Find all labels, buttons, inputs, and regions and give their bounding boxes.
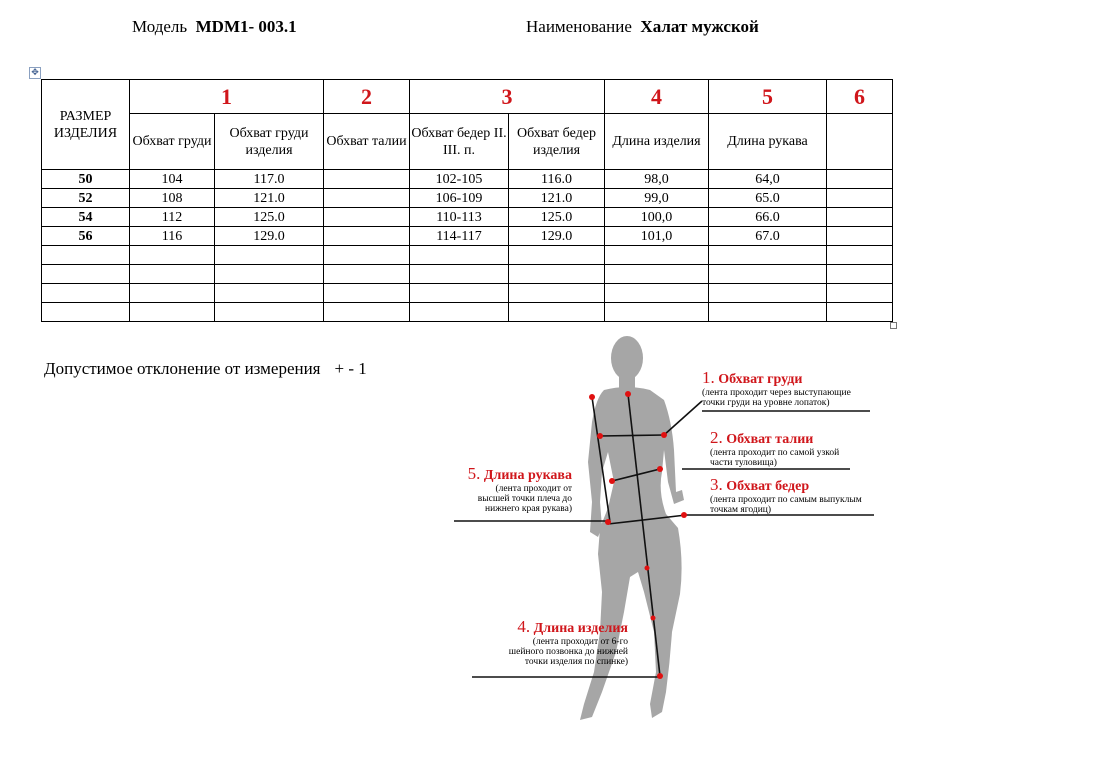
table-cell <box>827 303 893 322</box>
table-cell <box>215 284 324 303</box>
table-cell <box>509 303 605 322</box>
table-cell <box>130 284 215 303</box>
table-cell <box>324 303 410 322</box>
empty-table-row <box>42 265 893 284</box>
table-row <box>42 189 893 208</box>
table-cell <box>324 189 410 208</box>
size-cell: 52 <box>42 189 130 208</box>
table-cell <box>509 284 605 303</box>
table-cell: 104 <box>130 170 215 189</box>
table-cell <box>509 246 605 265</box>
table-cell <box>605 265 709 284</box>
table-cell: 125.0 <box>215 208 324 227</box>
table-cell: 101,0 <box>605 227 709 246</box>
table-cell <box>709 246 827 265</box>
table-cell: 65.0 <box>709 189 827 208</box>
table-cell: 98,0 <box>605 170 709 189</box>
size-header-cell: РАЗМЕР ИЗДЕЛИЯ <box>42 80 130 170</box>
table-cell <box>130 303 215 322</box>
table-row <box>42 208 893 227</box>
chest-line <box>600 435 664 436</box>
annotation-length: 4. Длина изделия (лента проходит от 6-го шейного позвонка до нижней точки изделия по спинке) <box>508 617 628 667</box>
table-row <box>42 227 893 246</box>
resize-handle-icon[interactable] <box>890 322 897 329</box>
table-cell: 116.0 <box>509 170 605 189</box>
annotation-hips: 3. Обхват бедер (лента проходит по самым выпуклым точкам ягодиц) <box>710 475 862 515</box>
table-group-header-row <box>42 80 893 114</box>
tolerance-line <box>44 359 367 379</box>
empty-table-row <box>42 303 893 322</box>
table-cell: 67.0 <box>709 227 827 246</box>
group-number: 4 <box>605 80 709 114</box>
table-cell: 64,0 <box>709 170 827 189</box>
table-cell <box>509 265 605 284</box>
model-line <box>132 17 297 37</box>
table-cell: 121.0 <box>215 189 324 208</box>
size-table <box>41 79 893 322</box>
table-cell <box>42 265 130 284</box>
table-cell: 102-105 <box>410 170 509 189</box>
column-header <box>410 114 509 170</box>
annotation-chest: 1. Обхват груди (лента проходит через выступающие точки груди на уровне лопаток) <box>702 368 851 408</box>
table-cell <box>827 246 893 265</box>
size-cell: 56 <box>42 227 130 246</box>
table-cell <box>410 246 509 265</box>
measurement-diagram <box>452 332 892 732</box>
column-header: Обхват груди изделия <box>215 114 324 170</box>
table-cell <box>42 303 130 322</box>
table-cell <box>827 265 893 284</box>
table-cell <box>709 303 827 322</box>
table-cell <box>605 303 709 322</box>
table-cell <box>827 170 893 189</box>
table-cell <box>215 303 324 322</box>
table-cell: 112 <box>130 208 215 227</box>
table-cell: 100,0 <box>605 208 709 227</box>
table-cell <box>827 208 893 227</box>
column-header: Обхват бедер изделия <box>509 114 605 170</box>
table-cell <box>42 284 130 303</box>
table-cell <box>42 246 130 265</box>
model-label: Модель <box>132 17 188 36</box>
table-cell <box>709 284 827 303</box>
table-cell <box>215 246 324 265</box>
table-cell <box>324 246 410 265</box>
table-cell <box>605 246 709 265</box>
table-cell: 129.0 <box>509 227 605 246</box>
table-sub-header-row <box>42 114 893 170</box>
product-name-line <box>526 17 759 37</box>
table-cell: 116 <box>130 227 215 246</box>
table-cell <box>605 284 709 303</box>
model-value: MDM1- 003.1 <box>195 17 297 36</box>
group-number: 5 <box>709 80 827 114</box>
table-cell: 121.0 <box>509 189 605 208</box>
table-cell <box>130 246 215 265</box>
table-cell: 66.0 <box>709 208 827 227</box>
table-cell: 129.0 <box>215 227 324 246</box>
table-cell <box>827 227 893 246</box>
column-header <box>827 114 893 170</box>
chest-leader <box>664 401 702 435</box>
table-cell <box>410 265 509 284</box>
annotation-waist: 2. Обхват талии (лента проходит по самой узкой части туловища) <box>710 428 840 468</box>
column-header: Длина рукава <box>709 114 827 170</box>
table-cell <box>827 284 893 303</box>
column-header-text: Обхват бедер II. III. п. <box>411 125 507 158</box>
table-cell <box>324 265 410 284</box>
table-cell: 106-109 <box>410 189 509 208</box>
size-cell: 50 <box>42 170 130 189</box>
column-header: Обхват груди <box>130 114 215 170</box>
table-cell: 110-113 <box>410 208 509 227</box>
product-name-value: Халат мужской <box>640 17 759 36</box>
table-cell <box>709 265 827 284</box>
table-cell <box>324 227 410 246</box>
table-cell: 114-117 <box>410 227 509 246</box>
annotation-sleeve: 5. Длина рукава (лента проходит от высшей точки плеча до нижнего края рукава) <box>467 464 572 514</box>
product-name-label: Наименование <box>526 17 632 36</box>
table-cell <box>410 303 509 322</box>
group-number: 6 <box>827 80 893 114</box>
table-cell <box>410 284 509 303</box>
table-cell <box>324 284 410 303</box>
table-cell <box>827 189 893 208</box>
table-cell: 99,0 <box>605 189 709 208</box>
empty-table-row <box>42 246 893 265</box>
group-number: 3 <box>410 80 605 114</box>
column-header: Обхват талии <box>324 114 410 170</box>
table-cell <box>324 208 410 227</box>
table-cell: 117.0 <box>215 170 324 189</box>
table-cell <box>130 265 215 284</box>
table-row <box>42 170 893 189</box>
size-cell: 54 <box>42 208 130 227</box>
table-cell <box>324 170 410 189</box>
tolerance-label: Допустимое отклонение от измерения <box>44 359 321 378</box>
move-arrows-icon[interactable]: ✥ <box>29 67 41 79</box>
table-cell: 125.0 <box>509 208 605 227</box>
table-cell <box>215 265 324 284</box>
column-header: Длина изделия <box>605 114 709 170</box>
group-number: 1 <box>130 80 324 114</box>
group-number: 2 <box>324 80 410 114</box>
tolerance-value: + - 1 <box>334 359 367 378</box>
empty-table-row <box>42 284 893 303</box>
table-cell: 108 <box>130 189 215 208</box>
